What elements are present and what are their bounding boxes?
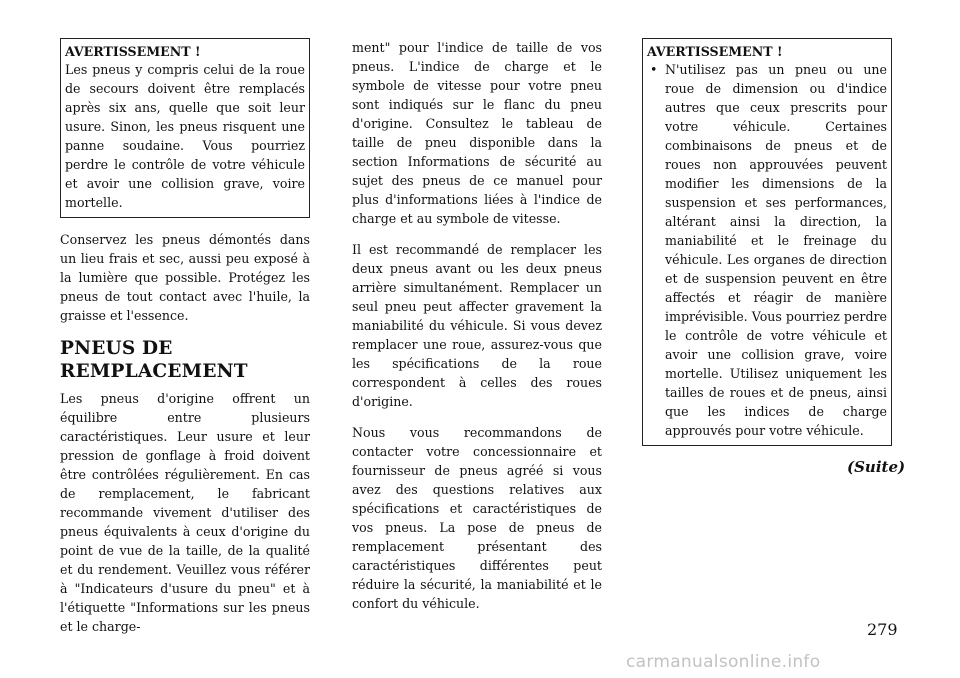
column-2 <box>352 38 602 625</box>
section-heading: PNEUS DE REMPLACEMENT <box>60 338 248 382</box>
continued-label: (Suite) <box>847 458 906 476</box>
paragraph-contact-dealer: Nous vous recommandons de contacter votre concessionnaire et fournisseur de pneus agréé si vous avez des questions relatives aux spécifications et caractéristiques de vos pneus. La pose de pneus de remplacement présentant des caractéristiques différentes peut réduire la sécurité, la maniabilité et le confort du véhicule. <box>352 425 602 611</box>
warning-box <box>60 38 310 218</box>
column-3 <box>642 38 892 458</box>
paragraph-storage: Conservez les pneus démontés dans un lieu frais et sec, aussi peu exposé à la lumière que possible. Protégez les pneus de tout contact avec l'huile, la graisse et l'essence. <box>60 232 310 323</box>
column-1 <box>60 38 310 648</box>
paragraph-replace-pairs: Il est recommandé de remplacer les deux pneus avant ou les deux pneus arrière simultanément. Remplacer un seul pneu peut affecter gravement la maniabilité du véhicule. Si vous devez remplacer une roue, assurez-vous que les spécifications de la roue correspondent à celles des roues d'origine. <box>352 242 602 409</box>
page-number: 279 <box>867 620 898 639</box>
warning-bullet: • N'utilisez pas un pneu ou une roue de dimension ou d'indice autres que ceux prescrits pour votre véhicule. Certaines combinaisons de pneus et de roues non approuvées peuvent modifier les dimensions de la suspension et ses performances, altérant ainsi la direction, la maniabilité et le freinage du véhicule. Les organes de direction et de suspension peuvent en être affectés et réagir de manière imprévisible. Vous pourriez perdre le contrôle de votre véhicule et avoir une collision grave, voire mortelle. Utilisez uniquement les tailles de roues et de pneus, ainsi que les indices de charge approuvés pour votre véhicule. <box>647 60 887 440</box>
warning-title-2: AVERTISSEMENT ! <box>647 44 783 59</box>
watermark: carmanualsonline.info <box>626 652 821 672</box>
warning-list <box>647 60 887 440</box>
warning-title: AVERTISSEMENT ! <box>65 44 201 59</box>
paragraph-original-tires: Les pneus d'origine offrent un équilibre entre plusieurs caractéristiques. Leur usure et leur pression de gonflage à froid doivent être contrôlées régulièrement. En cas de remplacement, le fabricant recommande vivement d'utiliser des pneus équivalents à ceux d'origine du point de vue de la taille, de la qualité et du rendement. Veuillez vous référer à "Indicateurs d'usure du pneu" et à l'étiquette "Informations sur les pneus et le charge- <box>60 391 310 634</box>
warning-box-2 <box>642 38 892 446</box>
paragraph-tire-size: ment" pour l'indice de taille de vos pneus. L'indice de charge et le symbole de vitesse pour votre pneu sont indiqués sur le flanc du pneu d'origine. Consultez le tableau de taille de pneu disponible dans la section Informations de sécurité au sujet des pneus de ce manuel pour plus d'informations liées à l'indice de charge et au symbole de vitesse. <box>352 40 602 226</box>
warning-text: Les pneus y compris celui de la roue de secours doivent être remplacés après six ans, quelle que soit leur usure. Sinon, les pneus risquent une panne soudaine. Vous pourriez perdre le contrôle de votre véhicule et avoir une collision grave, voire mortelle. <box>65 62 305 210</box>
